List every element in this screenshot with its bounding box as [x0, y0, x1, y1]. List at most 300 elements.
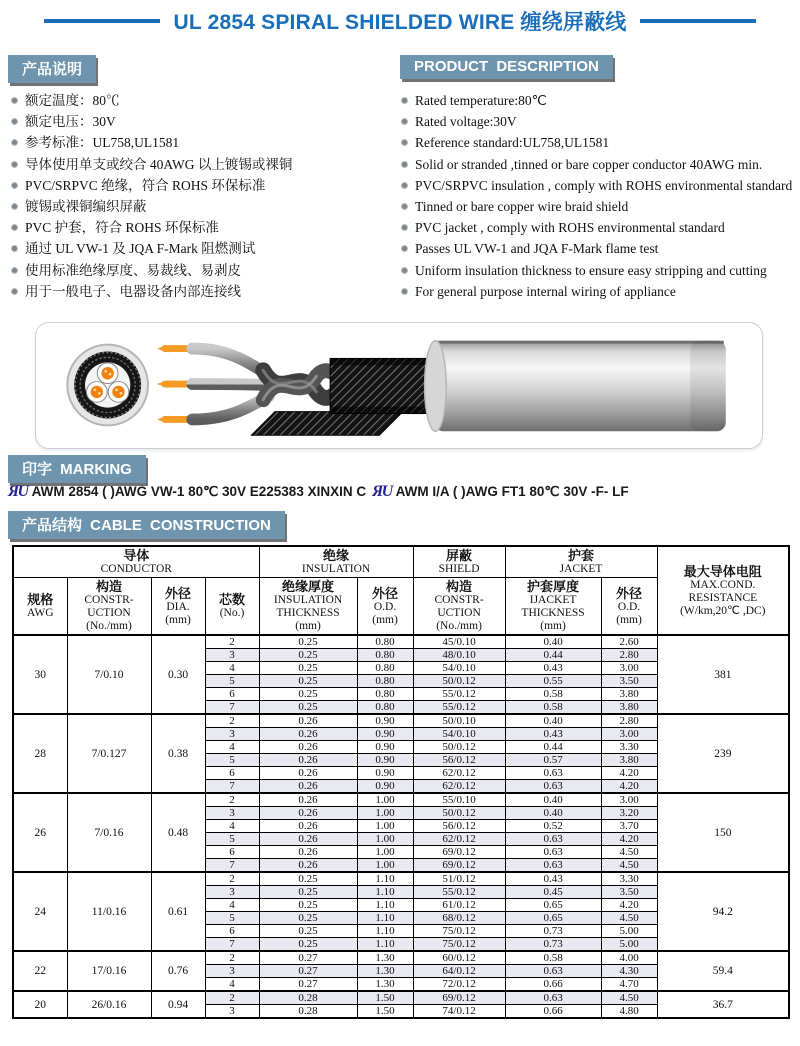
bullet-item: [400, 261, 798, 282]
table-cell: 0.25: [259, 899, 357, 912]
bullet-dot-icon: [11, 182, 18, 189]
table-cell: 4.50: [601, 991, 657, 1005]
bullet-list-cn: [10, 91, 396, 303]
table-cell: 4.50: [601, 859, 657, 873]
bullet-text: 导体使用单支或绞合 40AWG 以上镀锡或裸铜: [25, 156, 293, 172]
table-cell-merged: 17/0.16: [67, 951, 151, 991]
table-cell: 3: [205, 728, 259, 741]
heading-product-desc-en: PRODUCT DESCRIPTION: [400, 55, 613, 79]
table-cell: 6: [205, 688, 259, 701]
table-cell-merged: 7/0.10: [67, 635, 151, 714]
table-cell: 0.63: [505, 767, 601, 780]
table-cell: 7: [205, 701, 259, 715]
bullet-dot-icon: [401, 161, 408, 168]
bullet-item: [400, 239, 798, 260]
table-cell: 0.73: [505, 938, 601, 952]
bullet-text: 镀锡或裸铜编织屏蔽: [25, 198, 147, 214]
bullet-item: [10, 239, 396, 260]
table-cell: 74/0.12: [413, 1005, 505, 1019]
bullet-item: [10, 91, 396, 112]
table-cell: 4: [205, 662, 259, 675]
table-cell: 50/0.12: [413, 807, 505, 820]
table-cell: 0.43: [505, 728, 601, 741]
table-cell: 0.63: [505, 991, 601, 1005]
table-row: [13, 793, 789, 807]
table-cell-merged: 11/0.16: [67, 872, 151, 951]
table-header: [13, 546, 789, 635]
table-cell: 54/0.10: [413, 662, 505, 675]
table-cell: 55/0.12: [413, 701, 505, 715]
bullet-text: Tinned or bare copper wire braid shield: [415, 198, 629, 214]
table-cell: 7: [205, 780, 259, 794]
table-cell: 3: [205, 807, 259, 820]
table-cell: 0.40: [505, 793, 601, 807]
heading-product-desc-cn: 产品说明: [8, 55, 96, 83]
bullet-dot-icon: [11, 118, 18, 125]
table-group-header: 屏蔽 SHIELD: [413, 546, 505, 578]
table-cell: 56/0.12: [413, 820, 505, 833]
bullet-text: Uniform insulation thickness to ensure easy stripping and cutting: [415, 262, 767, 278]
table-cell: 1.00: [357, 807, 413, 820]
table-cell: 5: [205, 754, 259, 767]
table-cell: 68/0.12: [413, 912, 505, 925]
table-column-header: 护套厚度 IJACKET THICKNESS (mm): [505, 578, 601, 636]
table-column-header: 外径 DIA. (mm): [151, 578, 205, 636]
table-cell: 3: [205, 1005, 259, 1019]
table-cell-merged: 0.48: [151, 793, 205, 872]
title-rule-right: [640, 19, 756, 23]
table-column-header: 芯数 (No.): [205, 578, 259, 636]
table-cell-merged: 28: [13, 714, 67, 793]
table-cell: 0.90: [357, 714, 413, 728]
table-cell: 0.26: [259, 754, 357, 767]
table-cell: 0.90: [357, 741, 413, 754]
table-cell: 1.10: [357, 938, 413, 952]
bullet-text: PVC/SRPVC 绝缘，符合 ROHS 环保标准: [25, 177, 266, 193]
table-cell: 2.80: [601, 714, 657, 728]
table-cell: 0.65: [505, 912, 601, 925]
table-cell: 3.30: [601, 741, 657, 754]
bullet-text: 额定温度：80℃: [25, 93, 120, 108]
table-cell: 62/0.12: [413, 780, 505, 794]
table-cell: 4: [205, 741, 259, 754]
bullet-text: Rated voltage:30V: [415, 114, 517, 130]
bullet-text: 参考标准：UL758,UL1581: [25, 135, 180, 151]
table-cell: 0.90: [357, 780, 413, 794]
table-cell: 0.63: [505, 780, 601, 794]
table-cell: 0.58: [505, 701, 601, 715]
table-cell-merged: 0.76: [151, 951, 205, 991]
table-cell: 2: [205, 635, 259, 649]
table-cell: 0.25: [259, 701, 357, 715]
table-row: [13, 872, 789, 886]
table-cell-merged: 36.7: [657, 991, 789, 1018]
marking-text-1: AWM 2854 ( )AWG VW-1 80℃ 30V E225383 XINXIN C: [31, 484, 367, 499]
table-cell-merged: 94.2: [657, 872, 789, 951]
construction-table: [12, 545, 790, 1019]
table-cell: 2: [205, 793, 259, 807]
table-cell: 6: [205, 767, 259, 780]
bullet-dot-icon: [401, 267, 408, 274]
table-group-header: 护套 JACKET: [505, 546, 657, 578]
bullet-text: 额定电压：30V: [25, 114, 116, 130]
table-cell: 4.50: [601, 912, 657, 925]
table-cell: 0.52: [505, 820, 601, 833]
table-cell: 0.63: [505, 846, 601, 859]
table-cell: 4.20: [601, 833, 657, 846]
table-group-header: 导体 CONDUCTOR: [13, 546, 259, 578]
bullet-text: PVC 护套，符合 ROHS 环保标准: [25, 220, 219, 236]
table-cell: 64/0.12: [413, 965, 505, 978]
table-cell: 3.00: [601, 728, 657, 741]
bullet-dot-icon: [401, 139, 408, 146]
table-cell: 4: [205, 899, 259, 912]
table-cell: 56/0.12: [413, 754, 505, 767]
table-cell: 62/0.12: [413, 767, 505, 780]
table-cell: 0.80: [357, 688, 413, 701]
table-cell: 2: [205, 872, 259, 886]
table-cell: 50/0.12: [413, 741, 505, 754]
table-row: [13, 991, 789, 1005]
table-cell: 1.00: [357, 833, 413, 846]
table-column-header: 绝缘厚度 INSULATION THICKNESS (mm): [259, 578, 357, 636]
table-cell: 0.57: [505, 754, 601, 767]
table-cell: 0.26: [259, 767, 357, 780]
table-cell: 0.63: [505, 965, 601, 978]
table-cell-merged: 7/0.127: [67, 714, 151, 793]
table-cell: 3: [205, 649, 259, 662]
table-cell: 3.80: [601, 701, 657, 715]
table-cell: 0.43: [505, 662, 601, 675]
table-cell: 0.25: [259, 688, 357, 701]
table-cell: 0.90: [357, 728, 413, 741]
table-cell: 3.70: [601, 820, 657, 833]
table-cell: 1.00: [357, 820, 413, 833]
bullet-text: PVC/SRPVC insulation , comply with ROHS environmental standard: [415, 177, 793, 193]
bullet-dot-icon: [401, 97, 408, 104]
table-cell: 1.10: [357, 925, 413, 938]
bullet-dot-icon: [11, 97, 18, 104]
bullet-text: Passes UL VW-1 and JQA F-Mark flame test: [415, 241, 659, 257]
table-cell: 54/0.10: [413, 728, 505, 741]
table-cell: 0.26: [259, 714, 357, 728]
bullet-item: [10, 282, 396, 303]
table-cell-merged: 24: [13, 872, 67, 951]
table-cell: 0.26: [259, 728, 357, 741]
bullet-text: 使用标准绝缘厚度、易裁线、易剥皮: [25, 262, 241, 278]
table-cell: 0.27: [259, 965, 357, 978]
bullet-item: [10, 176, 396, 197]
table-cell: 69/0.12: [413, 846, 505, 859]
table-cell: 0.40: [505, 635, 601, 649]
table-cell: 0.25: [259, 886, 357, 899]
table-cell: 4.80: [601, 1005, 657, 1019]
table-cell: 0.26: [259, 741, 357, 754]
bullet-text: For general purpose internal wiring of appliance: [415, 283, 676, 299]
table-cell-merged: 0.61: [151, 872, 205, 951]
title-row: [0, 6, 800, 36]
table-cell: 3.80: [601, 688, 657, 701]
table-cell: 4: [205, 820, 259, 833]
table-cell: 3: [205, 886, 259, 899]
heading-cable-construction: 产品结构 CABLE CONSTRUCTION: [8, 511, 285, 539]
table-cell: 7: [205, 938, 259, 952]
table-cell: 5: [205, 912, 259, 925]
table-cell: 0.80: [357, 635, 413, 649]
bullet-item: [400, 155, 798, 176]
table-cell: 1.30: [357, 978, 413, 992]
table-cell: 0.66: [505, 1005, 601, 1019]
table-cell-merged: 26/0.16: [67, 991, 151, 1018]
table-cell: 0.73: [505, 925, 601, 938]
table-column-header: 外径 O.D. (mm): [357, 578, 413, 636]
bullet-dot-icon: [11, 161, 18, 168]
table-cell: 2: [205, 991, 259, 1005]
table-cell-merged: 0.38: [151, 714, 205, 793]
table-cell: 2: [205, 714, 259, 728]
table-cell: 3.80: [601, 754, 657, 767]
table-cell: 0.66: [505, 978, 601, 992]
table-cell: 0.28: [259, 1005, 357, 1019]
table-cell: 0.25: [259, 938, 357, 952]
bullet-item: [400, 197, 798, 218]
marking-text-2: AWM I/A ( )AWG FT1 80℃ 30V -F- LF: [395, 484, 629, 499]
table-cell: 0.26: [259, 780, 357, 794]
marking-line: [8, 483, 794, 501]
table-body: [13, 635, 789, 1018]
table-cell: 0.25: [259, 635, 357, 649]
table-cell: 50/0.12: [413, 675, 505, 688]
table-cell: 6: [205, 846, 259, 859]
table-header-resistance: 最大导体电阻 MAX.COND. RESISTANCE (W/km,20℃ ,DC): [657, 546, 789, 635]
table-cell: 4: [205, 978, 259, 992]
bullet-dot-icon: [401, 245, 408, 252]
table-group-header: 绝缘 INSULATION: [259, 546, 413, 578]
table-cell: 0.26: [259, 820, 357, 833]
table-cell: 0.40: [505, 714, 601, 728]
ul-recognized-icon: ЯU: [8, 483, 28, 500]
heading-marking: 印字 MARKING: [8, 455, 146, 483]
table-cell: 5: [205, 833, 259, 846]
page-title: UL 2854 SPIRAL SHIELDED WIRE 缠绕屏蔽线: [173, 11, 627, 34]
table-cell: 1.10: [357, 912, 413, 925]
table-cell: 1.50: [357, 991, 413, 1005]
table-cell-merged: 239: [657, 714, 789, 793]
table-cell: 4.20: [601, 780, 657, 794]
table-cell: 2.60: [601, 635, 657, 649]
bullet-item: [10, 155, 396, 176]
table-cell: 0.44: [505, 741, 601, 754]
table-cell: 0.45: [505, 886, 601, 899]
table-cell-merged: 381: [657, 635, 789, 714]
table-row: [13, 714, 789, 728]
table-cell: 1.00: [357, 793, 413, 807]
table-cell: 3.30: [601, 872, 657, 886]
table-cell: 0.25: [259, 925, 357, 938]
table-cell: 5: [205, 675, 259, 688]
bullet-dot-icon: [401, 203, 408, 210]
table-cell-merged: 26: [13, 793, 67, 872]
bullet-dot-icon: [401, 118, 408, 125]
table-cell: 75/0.12: [413, 938, 505, 952]
table-cell: 0.80: [357, 662, 413, 675]
table-cell: 4.70: [601, 978, 657, 992]
bullet-item: [400, 282, 798, 303]
bullet-text: 用于一般电子、电器设备内部连接线: [25, 283, 241, 299]
bullet-item: [400, 91, 798, 112]
bullet-item: [10, 218, 396, 239]
table-cell: 48/0.10: [413, 649, 505, 662]
construction-table-wrap: [12, 545, 788, 1019]
table-cell: 0.63: [505, 859, 601, 873]
bullet-dot-icon: [11, 203, 18, 210]
stripped-wires: [157, 345, 269, 424]
table-cell: 4.00: [601, 951, 657, 965]
bullet-item: [400, 133, 798, 154]
table-cell: 60/0.12: [413, 951, 505, 965]
table-cell: 55/0.12: [413, 886, 505, 899]
table-cell: 1.00: [357, 846, 413, 859]
title-rule-left: [44, 19, 160, 23]
table-cell: 0.63: [505, 833, 601, 846]
table-cell: 0.80: [357, 649, 413, 662]
table-cell: 0.90: [357, 754, 413, 767]
table-cell: 3.50: [601, 675, 657, 688]
table-row: [13, 951, 789, 965]
table-cell-merged: 30: [13, 635, 67, 714]
table-cell: 0.80: [357, 701, 413, 715]
table-cell: 0.44: [505, 649, 601, 662]
table-column-header: 构造 CONSTR- UCTION (No./mm): [413, 578, 505, 636]
table-cell-merged: 150: [657, 793, 789, 872]
table-cell: 0.25: [259, 912, 357, 925]
braid-shield: [251, 358, 432, 435]
table-cell: 0.26: [259, 807, 357, 820]
table-cell-merged: 0.30: [151, 635, 205, 714]
cable-illustration: [36, 323, 762, 448]
cable-cross-section: [67, 345, 148, 426]
table-cell: 0.25: [259, 662, 357, 675]
table-cell: 55/0.12: [413, 688, 505, 701]
bullet-text: Reference standard:UL758,UL1581: [415, 135, 610, 151]
table-cell-merged: 0.94: [151, 991, 205, 1018]
table-cell: 3.20: [601, 807, 657, 820]
table-cell: 50/0.10: [413, 714, 505, 728]
table-cell-merged: 7/0.16: [67, 793, 151, 872]
table-cell: 6: [205, 925, 259, 938]
table-cell: 0.28: [259, 991, 357, 1005]
table-cell: 3: [205, 965, 259, 978]
bullet-dot-icon: [401, 288, 408, 295]
table-cell: 0.25: [259, 675, 357, 688]
table-cell: 0.43: [505, 872, 601, 886]
table-cell: 0.90: [357, 767, 413, 780]
table-cell: 0.27: [259, 978, 357, 992]
table-cell: 0.26: [259, 859, 357, 873]
table-cell: 0.65: [505, 899, 601, 912]
table-cell: 75/0.12: [413, 925, 505, 938]
bullet-dot-icon: [11, 224, 18, 231]
table-cell: 0.25: [259, 649, 357, 662]
bullet-list-en: [400, 91, 798, 303]
bullet-text: 通过 UL VW-1 及 JQA F-Mark 阻燃测试: [25, 241, 256, 257]
bullet-item: [400, 112, 798, 133]
table-cell: 4.20: [601, 767, 657, 780]
table-cell: 0.58: [505, 688, 601, 701]
table-cell: 4.50: [601, 846, 657, 859]
bullet-dot-icon: [401, 224, 408, 231]
table-cell: 0.58: [505, 951, 601, 965]
table-cell: 0.55: [505, 675, 601, 688]
bullet-item: [10, 197, 396, 218]
table-cell: 1.10: [357, 899, 413, 912]
jacket-cylinder: [425, 341, 726, 432]
table-column-header: 规格 AWG: [13, 578, 67, 636]
table-cell: 2: [205, 951, 259, 965]
table-cell: 0.25: [259, 872, 357, 886]
table-cell: 2.80: [601, 649, 657, 662]
table-cell: 1.10: [357, 886, 413, 899]
table-cell: 3.50: [601, 886, 657, 899]
table-cell: 0.40: [505, 807, 601, 820]
table-cell-merged: 59.4: [657, 951, 789, 991]
table-cell: 5.00: [601, 925, 657, 938]
table-cell: 1.00: [357, 859, 413, 873]
table-cell-merged: 20: [13, 991, 67, 1018]
bullet-item: [400, 218, 798, 239]
bullet-item: [10, 112, 396, 133]
table-cell: 55/0.10: [413, 793, 505, 807]
table-column-header: 构造 CONSTR- UCTION (No./mm): [67, 578, 151, 636]
table-cell: 0.26: [259, 833, 357, 846]
bullet-text: Solid or stranded ,tinned or bare copper conductor 40AWG min.: [415, 156, 763, 172]
table-cell: 1.10: [357, 872, 413, 886]
table-cell: 51/0.12: [413, 872, 505, 886]
table-cell: 62/0.12: [413, 833, 505, 846]
bullet-dot-icon: [401, 182, 408, 189]
table-cell: 1.30: [357, 965, 413, 978]
table-cell: 0.26: [259, 793, 357, 807]
table-cell: 0.80: [357, 675, 413, 688]
table-cell-merged: 22: [13, 951, 67, 991]
table-cell: 3.00: [601, 793, 657, 807]
bullet-item: [10, 133, 396, 154]
table-cell: 69/0.12: [413, 991, 505, 1005]
bullet-dot-icon: [11, 245, 18, 252]
bullet-dot-icon: [11, 267, 18, 274]
bullet-text: Rated temperature:80℃: [415, 93, 547, 108]
table-cell: 1.30: [357, 951, 413, 965]
bullet-item: [10, 261, 396, 282]
table-row: [13, 635, 789, 649]
table-cell: 4.20: [601, 899, 657, 912]
bullet-dot-icon: [11, 139, 18, 146]
table-cell: 4.30: [601, 965, 657, 978]
table-cell: 72/0.12: [413, 978, 505, 992]
bullet-dot-icon: [11, 288, 18, 295]
table-cell: 1.50: [357, 1005, 413, 1019]
bullet-text: PVC jacket , comply with ROHS environmental standard: [415, 220, 725, 236]
table-cell: 0.26: [259, 846, 357, 859]
ul-recognized-icon: ЯU: [372, 483, 392, 500]
table-cell: 5.00: [601, 938, 657, 952]
table-column-header: 外径 O.D. (mm): [601, 578, 657, 636]
table-cell: 0.27: [259, 951, 357, 965]
table-cell: 3.00: [601, 662, 657, 675]
table-cell: 61/0.12: [413, 899, 505, 912]
bullet-item: [400, 176, 798, 197]
table-cell: 7: [205, 859, 259, 873]
